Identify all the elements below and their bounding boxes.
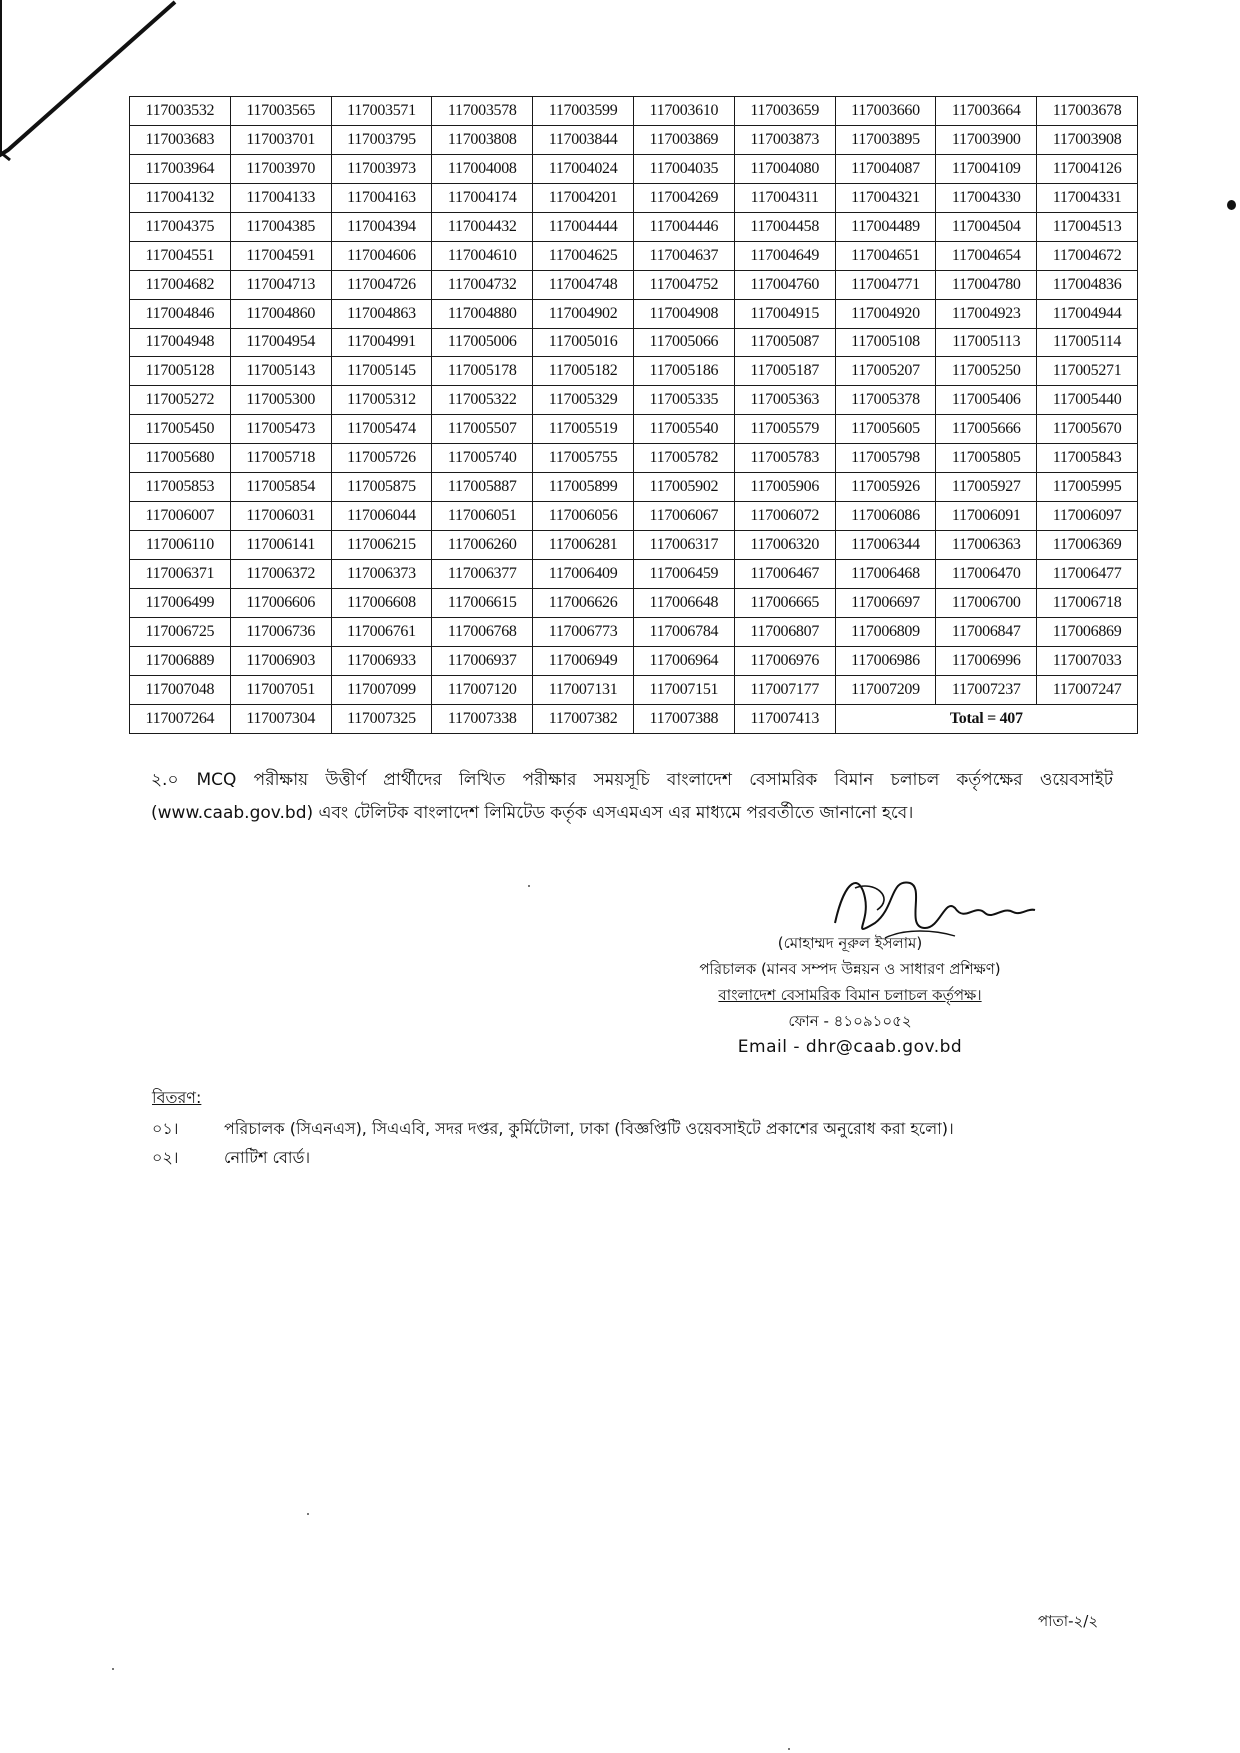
roll-number-cell: 117005995 bbox=[1037, 473, 1138, 502]
table-row bbox=[130, 704, 1138, 733]
page-number: পাতা-২/২ bbox=[1038, 1612, 1099, 1630]
roll-number-cell: 117006377 bbox=[432, 560, 533, 589]
roll-number-cell: 117004880 bbox=[432, 299, 533, 328]
roll-number-cell: 117006110 bbox=[130, 531, 231, 560]
roll-number-table bbox=[129, 96, 1138, 734]
roll-number-cell: 117004863 bbox=[331, 299, 432, 328]
roll-number-cell: 117004654 bbox=[936, 241, 1037, 270]
roll-number-cell: 117005670 bbox=[1037, 415, 1138, 444]
roll-number-cell: 117006809 bbox=[835, 617, 936, 646]
table-row bbox=[130, 183, 1138, 212]
distribution-item-number: ০১। bbox=[152, 1119, 179, 1138]
total-count: Total = 407 bbox=[835, 704, 1137, 733]
table-row bbox=[130, 386, 1138, 415]
roll-number-cell: 117006976 bbox=[734, 646, 835, 675]
roll-number-cell: 117003683 bbox=[130, 125, 231, 154]
roll-number-cell: 117004331 bbox=[1037, 183, 1138, 212]
roll-number-cell: 117006371 bbox=[130, 560, 231, 589]
roll-number-cell: 117006044 bbox=[331, 502, 432, 531]
notice-number: ২.০ bbox=[151, 770, 179, 790]
roll-number-cell: 117004024 bbox=[533, 154, 634, 183]
table-row bbox=[130, 97, 1138, 126]
roll-number-cell: 117003532 bbox=[130, 97, 231, 126]
roll-number-cell: 117007131 bbox=[533, 675, 634, 704]
roll-number-cell: 117004458 bbox=[734, 212, 835, 241]
roll-number-cell: 117004748 bbox=[533, 270, 634, 299]
roll-number-cell: 117004846 bbox=[130, 299, 231, 328]
roll-number-cell: 117004944 bbox=[1037, 299, 1138, 328]
roll-number-cell: 117004394 bbox=[331, 212, 432, 241]
roll-number-cell: 117006761 bbox=[331, 617, 432, 646]
margin-speck bbox=[1227, 200, 1236, 210]
roll-number-cell: 117004591 bbox=[230, 241, 331, 270]
roll-number-cell: 117004915 bbox=[734, 299, 835, 328]
roll-number-cell: 117005143 bbox=[230, 357, 331, 386]
roll-number-cell: 117006949 bbox=[533, 646, 634, 675]
roll-number-cell: 117004902 bbox=[533, 299, 634, 328]
roll-number-cell: 117006031 bbox=[230, 502, 331, 531]
roll-number-cell: 117003599 bbox=[533, 97, 634, 126]
table-row bbox=[130, 357, 1138, 386]
roll-number-cell: 117003808 bbox=[432, 125, 533, 154]
roll-number-cell: 117006091 bbox=[936, 502, 1037, 531]
table-row bbox=[130, 299, 1138, 328]
roll-number-cell: 117004444 bbox=[533, 212, 634, 241]
roll-number-cell: 117005378 bbox=[835, 386, 936, 415]
roll-number-cell: 117006606 bbox=[230, 588, 331, 617]
roll-number-cell: 117004625 bbox=[533, 241, 634, 270]
roll-number-cell: 117004174 bbox=[432, 183, 533, 212]
roll-number-cell: 117007099 bbox=[331, 675, 432, 704]
roll-number-cell: 117006409 bbox=[533, 560, 634, 589]
table-row bbox=[130, 125, 1138, 154]
roll-number-cell: 117003578 bbox=[432, 97, 533, 126]
roll-number-cell: 117006468 bbox=[835, 560, 936, 589]
roll-number-cell: 117004948 bbox=[130, 328, 231, 357]
roll-number-cell: 117004920 bbox=[835, 299, 936, 328]
roll-number-cell: 117004836 bbox=[1037, 270, 1138, 299]
roll-number-cell: 117005854 bbox=[230, 473, 331, 502]
notice-paragraph bbox=[151, 764, 1113, 830]
roll-number-cell: 117006996 bbox=[936, 646, 1037, 675]
roll-number-cell: 117004375 bbox=[130, 212, 231, 241]
roll-number-cell: 117006784 bbox=[633, 617, 734, 646]
roll-number-cell: 117005087 bbox=[734, 328, 835, 357]
roll-number-cell: 117005887 bbox=[432, 473, 533, 502]
table-row bbox=[130, 212, 1138, 241]
roll-number-cell: 117005300 bbox=[230, 386, 331, 415]
roll-number-cell: 117006215 bbox=[331, 531, 432, 560]
roll-number-cell: 117006097 bbox=[1037, 502, 1138, 531]
roll-number-cell: 117007304 bbox=[230, 704, 331, 733]
roll-number-cell: 117006369 bbox=[1037, 531, 1138, 560]
roll-number-cell: 117005899 bbox=[533, 473, 634, 502]
roll-number-cell: 117007209 bbox=[835, 675, 936, 704]
roll-number-cell: 117005006 bbox=[432, 328, 533, 357]
roll-number-cell: 117003571 bbox=[331, 97, 432, 126]
table-row bbox=[130, 154, 1138, 183]
roll-number-cell: 117006615 bbox=[432, 588, 533, 617]
roll-number-cell: 117004008 bbox=[432, 154, 533, 183]
roll-number-cell: 117003973 bbox=[331, 154, 432, 183]
roll-number-cell: 117005718 bbox=[230, 444, 331, 473]
roll-number-cell: 117005440 bbox=[1037, 386, 1138, 415]
roll-number-cell: 117006051 bbox=[432, 502, 533, 531]
roll-number-cell: 117007120 bbox=[432, 675, 533, 704]
roll-number-cell: 117004446 bbox=[633, 212, 734, 241]
distribution-item-number: ০২। bbox=[152, 1148, 179, 1167]
roll-number-cell: 117005016 bbox=[533, 328, 634, 357]
roll-number-cell: 117005579 bbox=[734, 415, 835, 444]
signatory-designation: পরিচালক (মানব সম্পদ উন্নয়ন ও সাধারণ প্রশিক্ষণ) bbox=[699, 960, 1001, 978]
roll-number-cell: 117006260 bbox=[432, 531, 533, 560]
table-row bbox=[130, 328, 1138, 357]
roll-number-cell: 117004132 bbox=[130, 183, 231, 212]
roll-number-cell: 117004126 bbox=[1037, 154, 1138, 183]
roll-number-cell: 117007237 bbox=[936, 675, 1037, 704]
roll-number-cell: 117005108 bbox=[835, 328, 936, 357]
table-row bbox=[130, 415, 1138, 444]
roll-number-cell: 117005272 bbox=[130, 386, 231, 415]
signatory-organization: বাংলাদেশ বেসামরিক বিমান চলাচল কর্তৃপক্ষ। bbox=[718, 986, 982, 1004]
roll-number-cell: 117004385 bbox=[230, 212, 331, 241]
table-row bbox=[130, 502, 1138, 531]
roll-number-cell: 117005335 bbox=[633, 386, 734, 415]
roll-number-cell: 117004311 bbox=[734, 183, 835, 212]
roll-number-cell: 117003908 bbox=[1037, 125, 1138, 154]
roll-number-cell: 117004637 bbox=[633, 241, 734, 270]
roll-number-cell: 117005329 bbox=[533, 386, 634, 415]
roll-number-cell: 117006869 bbox=[1037, 617, 1138, 646]
scan-speck bbox=[528, 885, 530, 887]
roll-number-cell: 117005178 bbox=[432, 357, 533, 386]
roll-number-cell: 117006736 bbox=[230, 617, 331, 646]
roll-number-cell: 117004760 bbox=[734, 270, 835, 299]
roll-number-cell: 117003970 bbox=[230, 154, 331, 183]
roll-number-cell: 117006141 bbox=[230, 531, 331, 560]
roll-number-cell: 117004080 bbox=[734, 154, 835, 183]
roll-number-cell: 117003844 bbox=[533, 125, 634, 154]
roll-number-cell: 117005322 bbox=[432, 386, 533, 415]
roll-number-cell: 117006986 bbox=[835, 646, 936, 675]
roll-number-cell: 117006847 bbox=[936, 617, 1037, 646]
roll-number-cell: 117006626 bbox=[533, 588, 634, 617]
roll-number-cell: 117004860 bbox=[230, 299, 331, 328]
roll-number-cell: 117007247 bbox=[1037, 675, 1138, 704]
roll-number-cell: 117005507 bbox=[432, 415, 533, 444]
distribution-item bbox=[152, 1145, 310, 1172]
roll-number-cell: 117005843 bbox=[1037, 444, 1138, 473]
roll-number-cell: 117005207 bbox=[835, 357, 936, 386]
roll-number-cell: 117005926 bbox=[835, 473, 936, 502]
roll-number-cell: 117005066 bbox=[633, 328, 734, 357]
distribution-title: বিতরণ: bbox=[152, 1088, 202, 1107]
roll-number-cell: 117003873 bbox=[734, 125, 835, 154]
roll-number-cell: 117004551 bbox=[130, 241, 231, 270]
roll-number-cell: 117005519 bbox=[533, 415, 634, 444]
roll-number-cell: 117005853 bbox=[130, 473, 231, 502]
roll-number-cell: 117006363 bbox=[936, 531, 1037, 560]
roll-number-cell: 117005927 bbox=[936, 473, 1037, 502]
roll-number-cell: 117005128 bbox=[130, 357, 231, 386]
roll-number-cell: 117004504 bbox=[936, 212, 1037, 241]
table-row bbox=[130, 531, 1138, 560]
roll-number-cell: 117004513 bbox=[1037, 212, 1138, 241]
roll-number-cell: 117004330 bbox=[936, 183, 1037, 212]
roll-number-cell: 117007382 bbox=[533, 704, 634, 733]
roll-number-cell: 117006086 bbox=[835, 502, 936, 531]
roll-number-cell: 117003701 bbox=[230, 125, 331, 154]
roll-number-cell: 117006807 bbox=[734, 617, 835, 646]
roll-number-cell: 117004163 bbox=[331, 183, 432, 212]
roll-number-cell: 117004201 bbox=[533, 183, 634, 212]
roll-number-cell: 117003895 bbox=[835, 125, 936, 154]
roll-number-cell: 117006344 bbox=[835, 531, 936, 560]
roll-number-cell: 117006281 bbox=[533, 531, 634, 560]
roll-number-cell: 117004713 bbox=[230, 270, 331, 299]
roll-number-cell: 117006056 bbox=[533, 502, 634, 531]
roll-number-cell: 117006459 bbox=[633, 560, 734, 589]
roll-number-cell: 117005782 bbox=[633, 444, 734, 473]
roll-number-cell: 117006964 bbox=[633, 646, 734, 675]
roll-number-cell: 117006372 bbox=[230, 560, 331, 589]
roll-number-cell: 117005186 bbox=[633, 357, 734, 386]
roll-number-cell: 117007325 bbox=[331, 704, 432, 733]
roll-number-cell: 117004269 bbox=[633, 183, 734, 212]
roll-number-cell: 117005805 bbox=[936, 444, 1037, 473]
roll-number-cell: 117006903 bbox=[230, 646, 331, 675]
roll-number-cell: 117005145 bbox=[331, 357, 432, 386]
table-row bbox=[130, 444, 1138, 473]
table-row bbox=[130, 560, 1138, 589]
signatory-phone: ফোন - ৪১০৯১০৫২ bbox=[788, 1012, 912, 1030]
roll-number-cell: 117005906 bbox=[734, 473, 835, 502]
roll-number-cell: 117007413 bbox=[734, 704, 835, 733]
roll-number-cell: 117006648 bbox=[633, 588, 734, 617]
scan-speck bbox=[788, 1748, 790, 1750]
roll-number-cell: 117006007 bbox=[130, 502, 231, 531]
roll-number-cell: 117007338 bbox=[432, 704, 533, 733]
table-row bbox=[130, 617, 1138, 646]
roll-number-cell: 117005312 bbox=[331, 386, 432, 415]
roll-number-cell: 117004780 bbox=[936, 270, 1037, 299]
roll-number-cell: 117005474 bbox=[331, 415, 432, 444]
roll-number-cell: 117005363 bbox=[734, 386, 835, 415]
roll-number-cell: 117003869 bbox=[633, 125, 734, 154]
roll-number-cell: 117006320 bbox=[734, 531, 835, 560]
roll-number-cell: 117007048 bbox=[130, 675, 231, 704]
roll-number-cell: 117005473 bbox=[230, 415, 331, 444]
table-row bbox=[130, 270, 1138, 299]
distribution-item-text: নোটিশ বোর্ড। bbox=[224, 1148, 311, 1167]
roll-number-cell: 117004682 bbox=[130, 270, 231, 299]
roll-number-cell: 117006697 bbox=[835, 588, 936, 617]
roll-number-cell: 117003664 bbox=[936, 97, 1037, 126]
roll-number-cell: 117006718 bbox=[1037, 588, 1138, 617]
roll-number-cell: 117006700 bbox=[936, 588, 1037, 617]
roll-number-cell: 117006499 bbox=[130, 588, 231, 617]
roll-number-cell: 117003660 bbox=[835, 97, 936, 126]
roll-number-cell: 117006773 bbox=[533, 617, 634, 646]
roll-number-cell: 117005271 bbox=[1037, 357, 1138, 386]
roll-number-cell: 117004726 bbox=[331, 270, 432, 299]
roll-number-cell: 117005605 bbox=[835, 415, 936, 444]
roll-number-cell: 117007264 bbox=[130, 704, 231, 733]
roll-number-cell: 117007388 bbox=[633, 704, 734, 733]
roll-number-cell: 117005798 bbox=[835, 444, 936, 473]
roll-number-cell: 117003678 bbox=[1037, 97, 1138, 126]
roll-number-cell: 117006768 bbox=[432, 617, 533, 646]
roll-number-cell: 117006067 bbox=[633, 502, 734, 531]
table-row bbox=[130, 675, 1138, 704]
roll-number-cell: 117004489 bbox=[835, 212, 936, 241]
roll-number-cell: 117006725 bbox=[130, 617, 231, 646]
roll-number-cell: 117003659 bbox=[734, 97, 835, 126]
roll-number-cell: 117006467 bbox=[734, 560, 835, 589]
roll-number-cell: 117005406 bbox=[936, 386, 1037, 415]
roll-number-cell: 117006477 bbox=[1037, 560, 1138, 589]
roll-number-cell: 117003610 bbox=[633, 97, 734, 126]
roll-number-cell: 117005902 bbox=[633, 473, 734, 502]
roll-number-cell: 117004109 bbox=[936, 154, 1037, 183]
roll-number-cell: 117005755 bbox=[533, 444, 634, 473]
roll-number-cell: 117003565 bbox=[230, 97, 331, 126]
roll-number-cell: 117004752 bbox=[633, 270, 734, 299]
roll-number-cell: 117005182 bbox=[533, 357, 634, 386]
roll-number-cell: 117005540 bbox=[633, 415, 734, 444]
roll-number-cell: 117007177 bbox=[734, 675, 835, 704]
distribution-item bbox=[152, 1116, 954, 1143]
roll-number-cell: 117005113 bbox=[936, 328, 1037, 357]
scan-speck bbox=[112, 1668, 114, 1670]
roll-number-cell: 117004991 bbox=[331, 328, 432, 357]
roll-number-cell: 117005666 bbox=[936, 415, 1037, 444]
roll-number-cell: 117004732 bbox=[432, 270, 533, 299]
roll-number-cell: 117004649 bbox=[734, 241, 835, 270]
roll-number-cell: 117003795 bbox=[331, 125, 432, 154]
roll-number-cell: 117005114 bbox=[1037, 328, 1138, 357]
roll-number-cell: 117007033 bbox=[1037, 646, 1138, 675]
table-row bbox=[130, 588, 1138, 617]
roll-number-cell: 117006933 bbox=[331, 646, 432, 675]
roll-number-cell: 117006889 bbox=[130, 646, 231, 675]
roll-number-cell: 117005875 bbox=[331, 473, 432, 502]
roll-number-cell: 117004651 bbox=[835, 241, 936, 270]
roll-number-cell: 117004133 bbox=[230, 183, 331, 212]
roll-number-cell: 117005680 bbox=[130, 444, 231, 473]
roll-number-cell: 117004321 bbox=[835, 183, 936, 212]
roll-number-cell: 117004606 bbox=[331, 241, 432, 270]
roll-number-cell: 117006373 bbox=[331, 560, 432, 589]
roll-number-cell: 117006665 bbox=[734, 588, 835, 617]
distribution-item-text: পরিচালক (সিএনএস), সিএএবি, সদর দপ্তর, কুর্মিটোলা, ঢাকা (বিজ্ঞপ্তিটি ওয়েবসাইটে প্রকাশের অনুরোধ করা হলো)। bbox=[224, 1119, 954, 1138]
table-row bbox=[130, 241, 1138, 270]
roll-number-cell: 117004923 bbox=[936, 299, 1037, 328]
signatory-block bbox=[600, 930, 1100, 1060]
table-row bbox=[130, 473, 1138, 502]
roll-number-cell: 117007151 bbox=[633, 675, 734, 704]
roll-number-cell: 117005726 bbox=[331, 444, 432, 473]
roll-number-cell: 117005450 bbox=[130, 415, 231, 444]
roll-number-cell: 117006470 bbox=[936, 560, 1037, 589]
roll-number-cell: 117006072 bbox=[734, 502, 835, 531]
roll-number-cell: 117004954 bbox=[230, 328, 331, 357]
roll-number-cell: 117004771 bbox=[835, 270, 936, 299]
roll-number-cell: 117005187 bbox=[734, 357, 835, 386]
roll-number-cell: 117005783 bbox=[734, 444, 835, 473]
notice-text: MCQ পরীক্ষায় উত্তীর্ণ প্রার্থীদের লিখিত পরীক্ষার সময়সূচি বাংলাদেশ বেসামরিক বিমান চলাচল কর্তৃপক্ষের ওয়েবসাইট (www.caab.gov.bd) এবং টেলিটক বাংলাদেশ লিমিটেড কর্তৃক এসএমএস এর মাধ্যমে পরবর্তীতে জানানো হবে। bbox=[151, 770, 1113, 823]
roll-number-cell: 117006937 bbox=[432, 646, 533, 675]
table-row bbox=[130, 646, 1138, 675]
roll-number-cell: 117003964 bbox=[130, 154, 231, 183]
roll-number-cell: 117005740 bbox=[432, 444, 533, 473]
roll-number-cell: 117004087 bbox=[835, 154, 936, 183]
roll-number-cell: 117003900 bbox=[936, 125, 1037, 154]
signatory-email: Email - dhr@caab.gov.bd bbox=[737, 1037, 963, 1057]
roll-number-cell: 117004610 bbox=[432, 241, 533, 270]
roll-number-cell: 117004432 bbox=[432, 212, 533, 241]
roll-number-cell: 117006317 bbox=[633, 531, 734, 560]
scan-speck bbox=[307, 1513, 309, 1515]
roll-number-cell: 117005250 bbox=[936, 357, 1037, 386]
roll-number-cell: 117004908 bbox=[633, 299, 734, 328]
roll-number-cell: 117004672 bbox=[1037, 241, 1138, 270]
roll-number-cell: 117004035 bbox=[633, 154, 734, 183]
signatory-name: (মোহাম্মদ নূরুল ইসলাম) bbox=[777, 934, 923, 952]
roll-number-cell: 117007051 bbox=[230, 675, 331, 704]
roll-number-cell: 117006608 bbox=[331, 588, 432, 617]
